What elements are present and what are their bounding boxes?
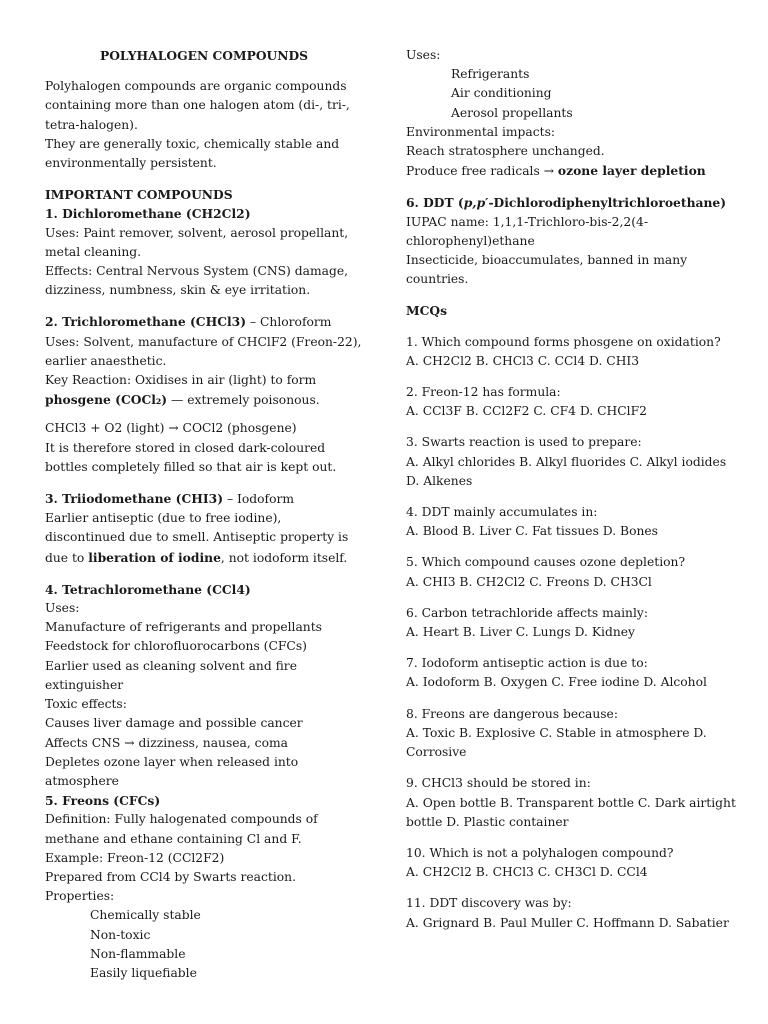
chloroform-storage: It is therefore stored in closed dark-coloured bottles completely filled so that air is kept out. <box>45 440 337 474</box>
ddt-heading-a: 6. DDT ( <box>406 195 464 211</box>
mcq-question: 11. DDT discovery was by: <box>406 896 572 911</box>
iodoform-text-a: Earlier antiseptic (due to free iodine), discontinued due to smell. Antiseptic property is due to <box>45 511 349 565</box>
intro-paragraph-2: They are generally toxic, chemically stable and environmentally persistent. <box>45 136 340 171</box>
tetrachloromethane-heading: 4. Tetrachloromethane (CCl4) <box>45 581 251 597</box>
ddt-heading-italic: p,p′ <box>463 195 489 211</box>
ccl4-line: Feedstock for chlorofluorocarbons (CFCs) <box>45 639 307 654</box>
mcq-item <box>406 654 736 692</box>
dichloromethane-heading: 1. Dichloromethane (CH2Cl2) <box>45 206 251 222</box>
ddt-description: Insecticide, bioaccumulates, banned in many countries. <box>406 253 688 287</box>
freons-use: Aerosol propellants <box>451 105 573 120</box>
left-column <box>45 46 363 983</box>
mcq-options: A. Open bottle B. Transparent bottle C. Dark airtight bottle D. Plastic container <box>406 795 736 829</box>
mcq-options: A. Toxic B. Explosive C. Stable in atmosphere D. Corrosive <box>406 725 707 760</box>
iodoform-bold-term: liberation of iodine <box>88 549 221 565</box>
phosgene-equation: CHCl3 + O2 (light) → COCl2 (phosgene) <box>45 421 297 436</box>
mcq-options: A. CCl3F B. CCl2F2 C. CF4 D. CHClF2 <box>406 404 647 419</box>
mcq-item <box>406 433 736 491</box>
mcq-options: A. CH2Cl2 B. CHCl3 C. CCl4 D. CHI3 <box>406 353 640 368</box>
ddt-heading-b: -Dichlorodiphenyltrichloroethane) <box>488 195 727 211</box>
ddt-iupac: IUPAC name: 1,1,1-Trichloro-bis-2,2(4-chlorophenyl)ethane <box>406 214 649 248</box>
mcq-question: 2. Freon-12 has formula: <box>406 385 561 400</box>
freons-env-label: Environmental impacts: <box>406 124 556 139</box>
mcq-question: 3. Swarts reaction is used to prepare: <box>406 435 642 450</box>
mcq-question: 8. Freons are dangerous because: <box>406 706 618 721</box>
mcq-item <box>406 503 736 541</box>
mcq-question: 6. Carbon tetrachloride affects mainly: <box>406 605 649 620</box>
freons-line: Prepared from CCl4 by Swarts reaction. <box>45 869 296 884</box>
phosgene-term: phosgene (COCl₂) <box>45 392 168 408</box>
freons-use: Air conditioning <box>451 86 552 101</box>
trichloromethane-key-reaction <box>45 371 363 410</box>
freons-line: Definition: Fully halogenated compounds of methane and ethane containing Cl and F. <box>45 812 318 846</box>
right-column <box>406 46 736 933</box>
ccl4-line: Uses: <box>45 601 80 616</box>
mcq-question: 4. DDT mainly accumulates in: <box>406 505 598 520</box>
ccl4-line: Toxic effects: <box>45 697 127 712</box>
trichloromethane-heading: 2. Trichloromethane (CHCl3) <box>45 314 247 330</box>
mcq-question: 9. CHCl3 should be stored in: <box>406 776 591 791</box>
freons-use: Refrigerants <box>451 67 530 82</box>
mcq-options: A. CH2Cl2 B. CHCl3 C. CH3Cl D. CCl4 <box>406 865 648 880</box>
mcq-question: 5. Which compound causes ozone depletion? <box>406 555 686 570</box>
mcq-item <box>406 383 736 421</box>
dichloromethane-uses: Uses: Paint remover, solvent, aerosol propellant, metal cleaning. <box>45 225 349 259</box>
triiodomethane-common-name: – Iodoform <box>223 492 295 507</box>
freons-env-line <box>406 161 736 181</box>
mcq-options: A. Blood B. Liver C. Fat tissues D. Bones <box>406 524 658 539</box>
trichloromethane-uses: Uses: Solvent, manufacture of CHClF2 (Freon-22), earlier anaesthetic. <box>45 334 362 368</box>
mcq-question: 1. Which compound forms phosgene on oxidation? <box>406 334 721 349</box>
mcq-options: A. Iodoform B. Oxygen C. Free iodine D. Alcohol <box>406 675 707 690</box>
mcq-item <box>406 604 736 642</box>
mcq-options: A. Grignard B. Paul Muller C. Hoffmann D. Sabatier <box>406 915 729 930</box>
iodoform-description <box>45 509 363 568</box>
mcq-question: 10. Which is not a polyhalogen compound? <box>406 845 674 860</box>
freons-line: Example: Freon-12 (CCl2F2) <box>45 850 225 865</box>
freons-heading: 5. Freons (CFCs) <box>45 793 161 809</box>
freons-line: Properties: <box>45 889 115 904</box>
mcq-list <box>406 333 736 933</box>
mcq-item <box>406 705 736 763</box>
freons-property: Non-toxic <box>90 927 151 942</box>
ccl4-line: Causes liver damage and possible cancer <box>45 716 303 731</box>
key-reaction-text: Key Reaction: Oxidises in air (light) to form <box>45 373 317 388</box>
intro-paragraph-1: Polyhalogen compounds are organic compounds containing more than one halogen atom (di-, tri-, tetra-halogen). <box>45 79 350 132</box>
trichloromethane-common-name: – Chloroform <box>246 315 332 330</box>
ddt-heading <box>406 193 736 212</box>
freons-property: Easily liquefiable <box>90 965 197 980</box>
mcq-heading: MCQs <box>406 303 448 319</box>
freons-property: Chemically stable <box>90 908 201 923</box>
ccl4-line: Depletes ozone layer when released into atmosphere <box>45 754 299 788</box>
important-compounds-heading: IMPORTANT COMPOUNDS <box>45 187 233 203</box>
ccl4-line: Affects CNS → dizziness, nausea, coma <box>45 735 288 750</box>
triiodomethane-heading: 3. Triiodomethane (CHI3) <box>45 491 224 507</box>
ccl4-line: Earlier used as cleaning solvent and fire extinguisher <box>45 658 297 692</box>
page-title: POLYHALOGEN COMPOUNDS <box>99 48 309 63</box>
mcq-question: 7. Iodoform antiseptic action is due to: <box>406 656 648 671</box>
trichloromethane-heading-line <box>45 312 363 332</box>
ccl4-line: Manufacture of refrigerants and propellants <box>45 620 322 635</box>
freons-env-line: Reach stratosphere unchanged. <box>406 144 605 159</box>
dichloromethane-effects: Effects: Central Nervous System (CNS) damage, dizziness, numbness, skin & eye irritation. <box>45 264 349 298</box>
mcq-options: A. CHI3 B. CH2Cl2 C. Freons D. CH3Cl <box>406 574 652 589</box>
mcq-item <box>406 844 736 882</box>
iodoform-text-b: , not iodoform itself. <box>220 550 348 565</box>
freons-uses-label: Uses: <box>406 48 441 62</box>
mcq-item <box>406 333 736 371</box>
triiodomethane-heading-line <box>45 489 363 509</box>
free-radicals-text: Produce free radicals → <box>406 164 558 179</box>
mcq-item <box>406 774 736 832</box>
mcq-options: A. Heart B. Liver C. Lungs D. Kidney <box>406 625 635 640</box>
mcq-item <box>406 894 736 932</box>
mcq-options: A. Alkyl chlorides B. Alkyl fluorides C. Alkyl iodides D. Alkenes <box>406 454 727 488</box>
ozone-depletion-term: ozone layer depletion <box>557 163 706 179</box>
phosgene-note: — extremely poisonous. <box>167 393 320 408</box>
mcq-item <box>406 553 736 591</box>
freons-property: Non-flammable <box>90 946 186 961</box>
